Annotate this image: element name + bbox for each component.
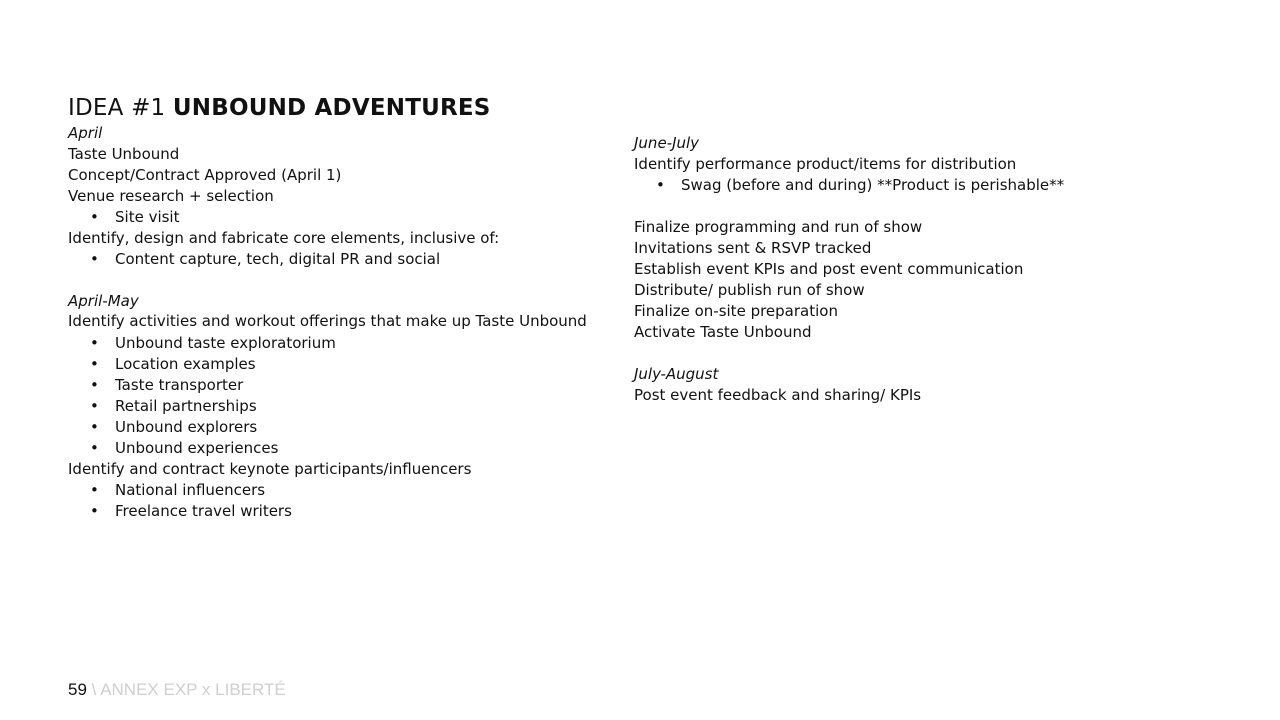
- bullet-text: Unbound explorers: [115, 418, 258, 436]
- task-line: Activate Taste Unbound: [634, 323, 812, 341]
- bullet-item: [68, 354, 588, 375]
- period-heading-july-august: July-August: [634, 365, 719, 383]
- task-line: Identify performance product/items for distribution: [634, 155, 1017, 173]
- task-line: Distribute/ publish run of show: [634, 281, 865, 299]
- task-line: Identify and contract keynote participants/influencers: [68, 460, 472, 478]
- period-heading-april: April: [68, 124, 103, 142]
- bullet-dot: •: [90, 208, 99, 226]
- bullet-item: [68, 480, 588, 501]
- slide-footer: [68, 679, 286, 701]
- bullet-text: National influencers: [115, 481, 266, 499]
- left-column: [68, 123, 588, 522]
- bullet-dot: •: [656, 176, 665, 194]
- bullet-dot: •: [90, 355, 99, 373]
- spacer: [68, 270, 588, 291]
- bullet-text: Content capture, tech, digital PR and social: [115, 250, 441, 268]
- bullet-text: Unbound experiences: [115, 439, 279, 457]
- period-heading-april-may: April-May: [68, 292, 139, 310]
- right-column: [634, 133, 1194, 406]
- spacer: [634, 196, 1194, 217]
- bullet-text: Freelance travel writers: [115, 502, 292, 520]
- bullet-dot: •: [90, 418, 99, 436]
- task-line: Invitations sent & RSVP tracked: [634, 239, 872, 257]
- task-line: Finalize on-site preparation: [634, 302, 838, 320]
- bullet-dot: •: [90, 439, 99, 457]
- bullet-dot: •: [90, 376, 99, 394]
- bullet-text: Location examples: [115, 355, 256, 373]
- spacer: [634, 343, 1194, 364]
- bullet-text: Swag (before and during) **Product is perishable**: [681, 176, 1065, 194]
- bullet-dot: •: [90, 481, 99, 499]
- bullet-item: [68, 375, 588, 396]
- bullet-text: Taste transporter: [115, 376, 244, 394]
- task-line: Post event feedback and sharing/ KPIs: [634, 386, 922, 404]
- bullet-item: [68, 333, 588, 354]
- bullet-text: Site visit: [115, 208, 180, 226]
- task-line: Venue research + selection: [68, 187, 274, 205]
- task-line: Identify activities and workout offerings that make up Taste Unbound: [68, 312, 587, 330]
- bullet-item: [68, 438, 588, 459]
- task-line: Identify, design and fabricate core elements, inclusive of:: [68, 229, 500, 247]
- bullet-item: [68, 207, 588, 228]
- bullet-text: Unbound taste exploratorium: [115, 334, 336, 352]
- bullet-item: [68, 249, 588, 270]
- page-number: 59: [68, 680, 87, 699]
- bullet-item: [68, 417, 588, 438]
- bullet-dot: •: [90, 397, 99, 415]
- task-line: Concept/Contract Approved (April 1): [68, 166, 342, 184]
- bullet-dot: •: [90, 502, 99, 520]
- bullet-item: [68, 396, 588, 417]
- period-heading-june-july: June-July: [634, 134, 700, 152]
- task-line: Taste Unbound: [68, 145, 180, 163]
- bullet-item: [68, 501, 588, 522]
- slide-title: [68, 93, 491, 123]
- bullet-dot: •: [90, 250, 99, 268]
- bullet-text: Retail partnerships: [115, 397, 257, 415]
- task-line: Establish event KPIs and post event communication: [634, 260, 1024, 278]
- bullet-item: [634, 175, 1194, 196]
- footer-separator: \: [91, 680, 97, 699]
- title-prefix: IDEA #1: [68, 95, 166, 121]
- footer-brand: ANNEX EXP x LIBERTÉ: [100, 680, 286, 699]
- task-line: Finalize programming and run of show: [634, 218, 923, 236]
- title-main: UNBOUND ADVENTURES: [172, 95, 491, 121]
- bullet-dot: •: [90, 334, 99, 352]
